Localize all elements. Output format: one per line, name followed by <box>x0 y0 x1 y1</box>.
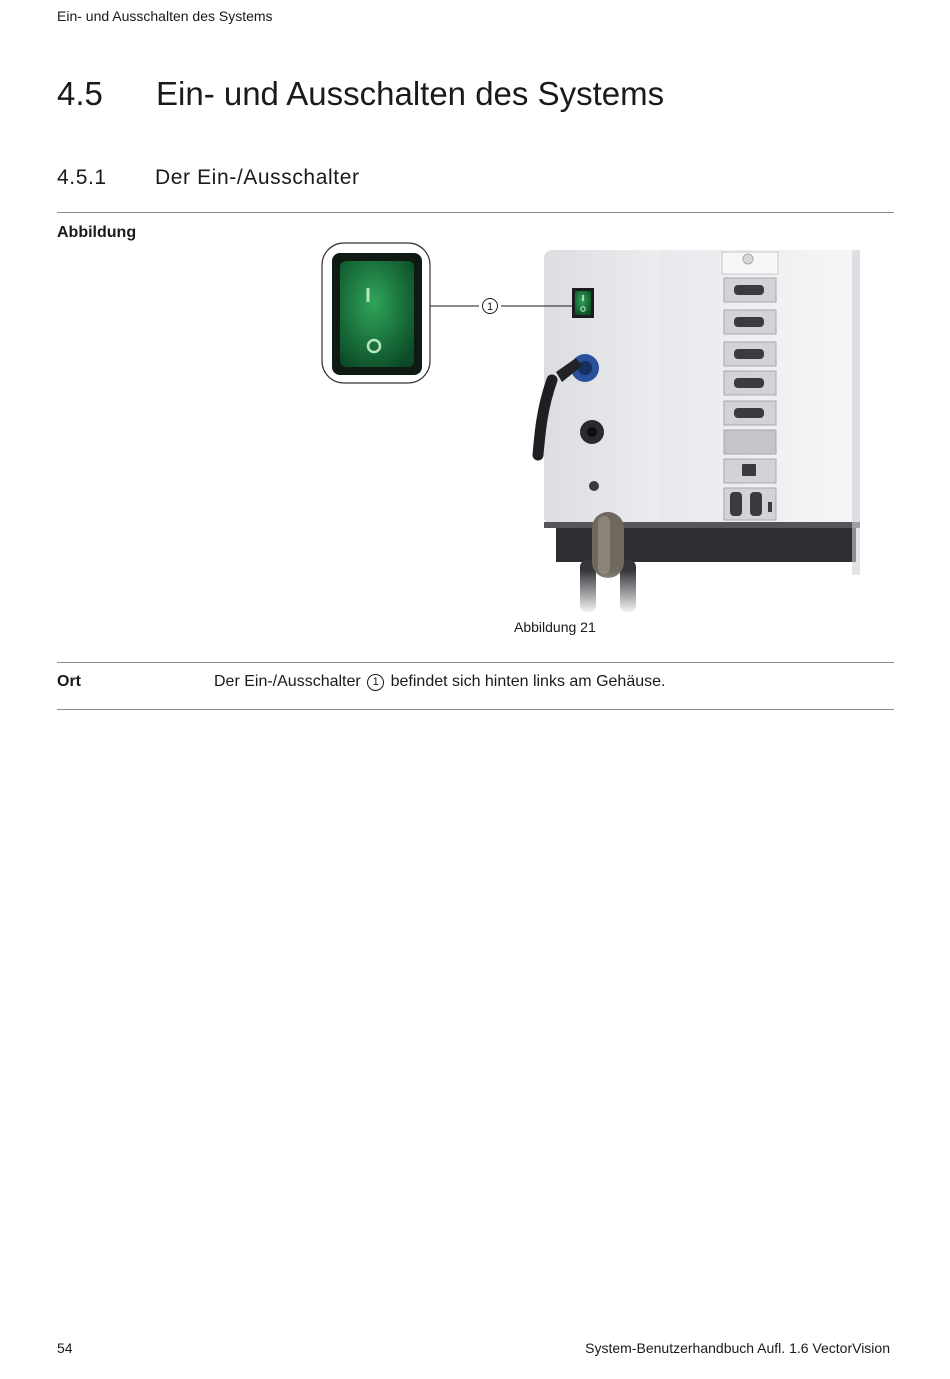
connector-panel <box>722 252 778 520</box>
figure-caption: Abbildung 21 <box>514 619 596 635</box>
page-number: 54 <box>57 1340 73 1356</box>
location-text-after: befindet sich hinten links am Gehäuse. <box>390 673 666 690</box>
section-title: Ein- und Ausschalten des Systems <box>156 75 665 112</box>
callout-1-number: 1 <box>486 301 494 313</box>
subsection-heading <box>57 166 360 190</box>
switch-zoom-inset <box>322 243 430 383</box>
power-switch <box>572 288 594 318</box>
subsection-number: 4.5.1 <box>57 166 107 189</box>
figure-row-label: Abbildung <box>57 224 137 241</box>
footer-manual-title: System-Benutzerhandbuch Aufl. 1.6 VectorVision <box>585 1340 890 1356</box>
divider-bottom <box>57 709 894 710</box>
power-switch-figure <box>320 240 865 615</box>
location-row-label: Ort <box>57 673 81 690</box>
location-text <box>214 673 665 691</box>
divider-middle <box>57 662 894 663</box>
location-callout-1: 1 <box>367 674 384 691</box>
subsection-title: Der Ein-/Ausschalter <box>155 166 360 189</box>
running-header: Ein- und Ausschalten des Systems <box>57 8 273 24</box>
location-text-before: Der Ein-/Ausschalter <box>214 673 361 690</box>
section-heading <box>57 75 665 113</box>
section-number: 4.5 <box>57 75 103 112</box>
divider-top <box>57 212 894 213</box>
